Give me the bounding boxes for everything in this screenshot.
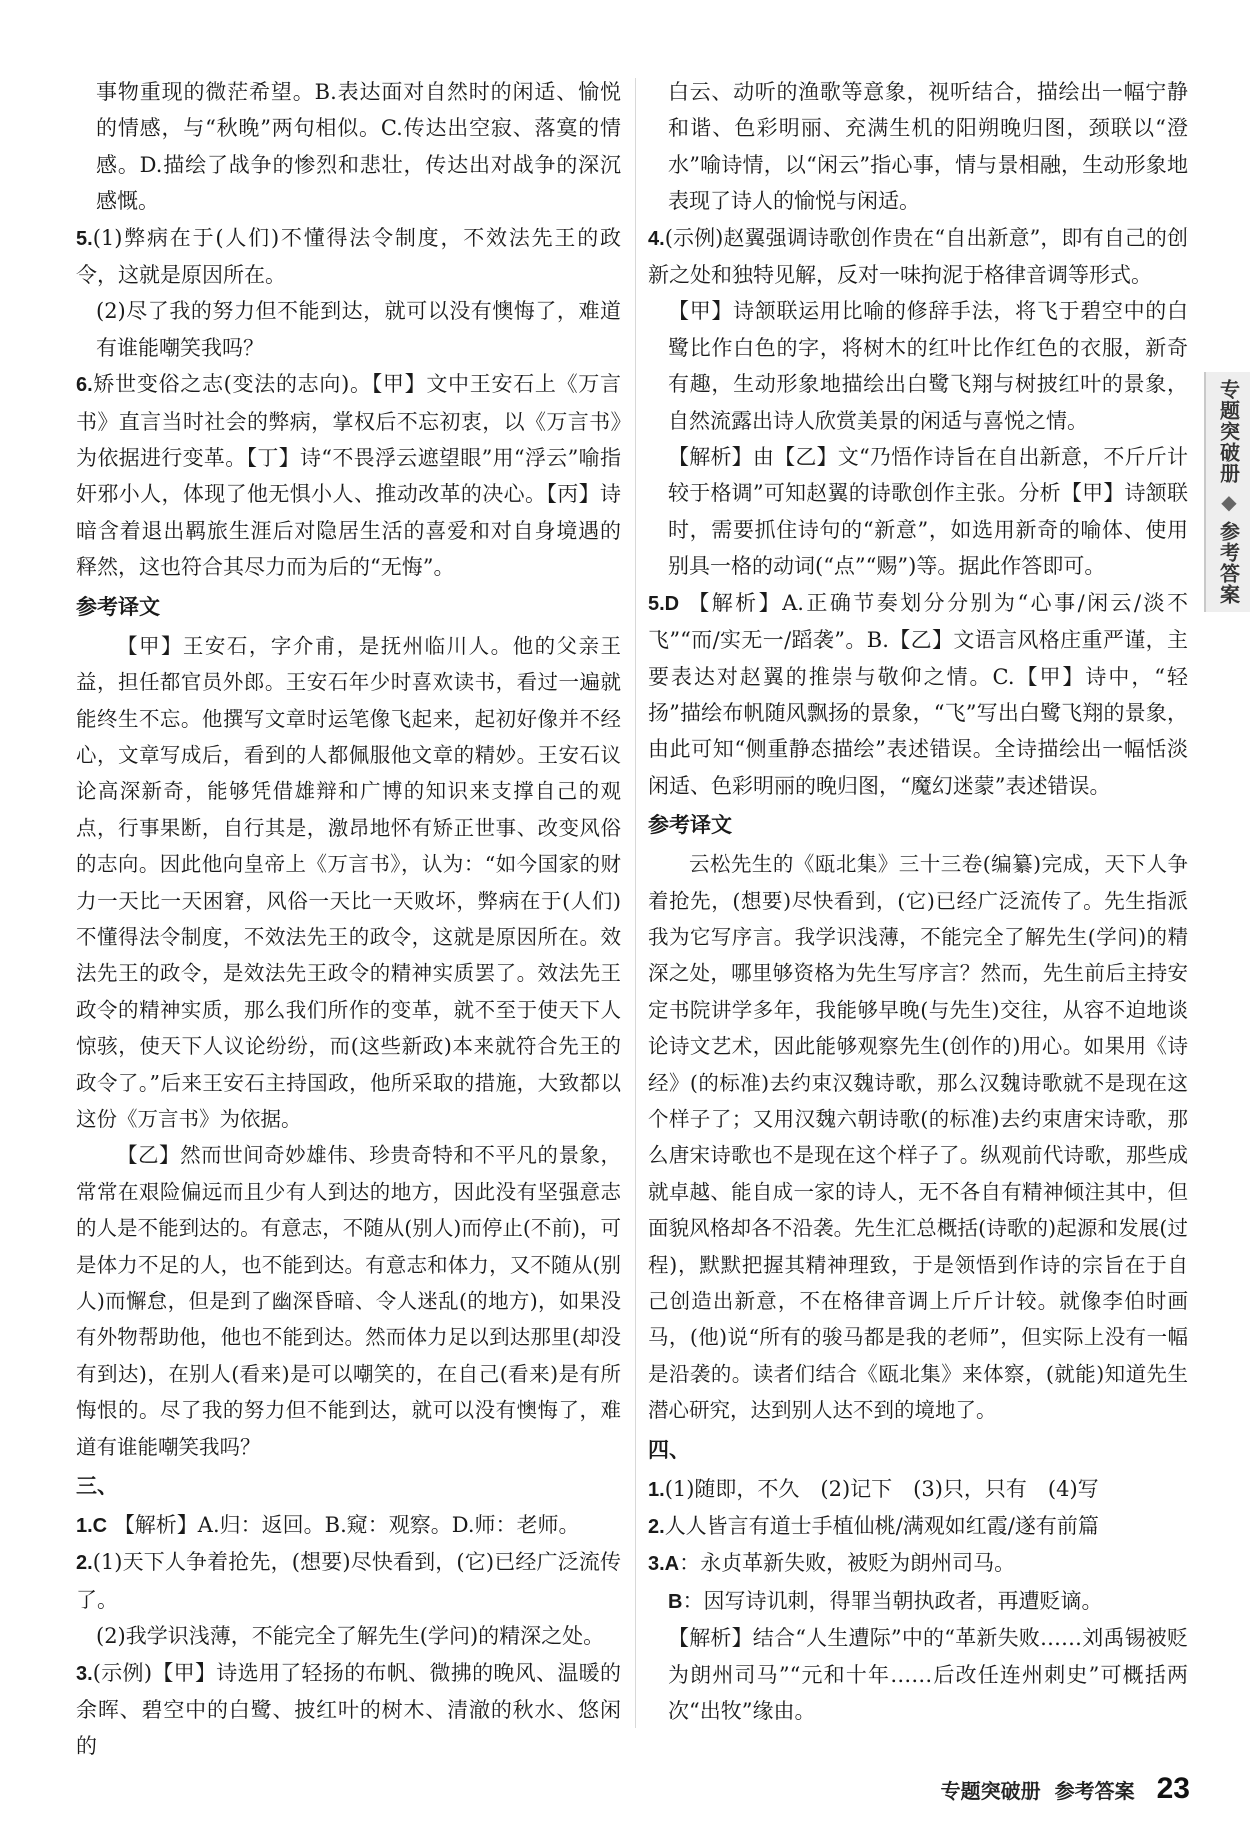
answer-6 bbox=[76, 366, 621, 585]
answer-text: (示例)【甲】诗选用了轻扬的布帆、微拂的晚风、温暖的余晖、碧空中的白鹭、披红叶的树木、清澈的秋水、悠闲的 bbox=[76, 1660, 621, 1759]
question-number: 3.A bbox=[648, 1553, 680, 1576]
answer-5-part1 bbox=[76, 220, 621, 294]
section3-answer-3 bbox=[76, 1655, 621, 1765]
section4-answer-1 bbox=[648, 1471, 1188, 1508]
section4-answer-2 bbox=[648, 1508, 1188, 1545]
column-divider bbox=[635, 78, 636, 1728]
answer-5-part2: (2)尽了我的努力但不能到达，就可以没有懊悔了，难道有谁能嘲笑我吗？ bbox=[96, 299, 621, 360]
answer-3-continued: 白云、动听的渔歌等意象，视听结合，描绘出一幅宁静和谐、色彩明丽、充满生机的阳朔晚归图，颈联以“澄水”喻诗情，以“闲云”指心事，情与景相融，生动形象地表现了诗人的愉悦与闲适。 bbox=[668, 80, 1188, 214]
right-column bbox=[648, 74, 1188, 1729]
answer-text: ：永贞革新失败，被贬为朗州司马。 bbox=[679, 1551, 1016, 1576]
footer-section-title: 参考答案 bbox=[1054, 1781, 1135, 1803]
left-column bbox=[76, 74, 621, 1765]
question-number: 2. bbox=[648, 1516, 665, 1539]
answer-text: 【解析】A.正确节奏划分分别为“心事/闲云/淡不飞”“而/实无一/蹈袭”。B.【乙】文语言风格庄重严谨，主要表达对赵翼的推崇与敬仰之情。C.【甲】诗中，“轻扬”描绘布帆随风飘扬的景象，“飞”写出白鹭飞翔的景象，由此可知“侧重静态描绘”表述错误。全诗描绘出一幅恬淡闲适、色彩明丽的晚归图，“魔幻迷蒙”表述错误。 bbox=[648, 590, 1188, 798]
question-number: 5.D bbox=[648, 592, 680, 615]
page-number: 23 bbox=[1156, 1772, 1190, 1805]
question-number: 3. bbox=[76, 1662, 93, 1685]
question-number: 1.C bbox=[76, 1515, 108, 1538]
side-tab bbox=[1204, 372, 1250, 612]
reference-translation-title: 参考译文 bbox=[648, 814, 732, 838]
side-tab-book: 专题突破册 bbox=[1216, 379, 1239, 484]
side-tab-section: 参考答案 bbox=[1216, 521, 1239, 605]
translation-yi: 【乙】然而世间奇妙雄伟、珍贵奇特和不平凡的景象，常常在艰险偏远而且少有人到达的地方，因此没有坚强意志的人是不能到达的。有意志，不随从(别人)而停止(不前)，可是体力不足的人，也不能到达。有意志和体力，又不随从(别人)而懈怠，但是到了幽深昏暗、令人迷乱(的地方)，如果没有外物帮助他，他也不能到达。然而体力足以到达那里(却没有到达)，在别人(看来)是可以嘲笑的，在自己(看来)是有所悔恨的。尽了我的努力但不能到达，就可以没有懊悔了，难道有谁能嘲笑我吗？ bbox=[76, 1143, 621, 1459]
page-footer bbox=[941, 1772, 1190, 1806]
answer-text: ：因写诗讥刺，得罪当朝执政者，再遭贬谪。 bbox=[682, 1588, 1103, 1613]
answer-text: 矫世变俗之志(变法的志向)。【甲】文中王安石上《万言书》直言当时社会的弊病，掌权后不忘初衷，以《万言书》为依据进行变革。【丁】诗“不畏浮云遮望眼”用“浮云”喻指奸邪小人，体现了他无惧小人、推动改革的决心。【丙】诗暗含着退出羁旅生涯后对隐居生活的喜爱和对自身境遇的释然，这也符合其尽力而为后的“无悔”。 bbox=[76, 372, 621, 580]
answer-4-part2: 【甲】诗颔联运用比喻的修辞手法，将飞于碧空中的白鹭比作白色的字，将树木的红叶比作红色的衣服，新奇有趣，生动形象地描绘出白鹭飞翔与树披红叶的景象，自然流露出诗人欣赏美景的闲适与喜悦之情。 bbox=[668, 299, 1188, 433]
question-number: 4. bbox=[648, 227, 665, 250]
answer-4-part1 bbox=[648, 220, 1188, 294]
question-number: 2. bbox=[76, 1552, 93, 1575]
section4-answer-3a bbox=[648, 1545, 1188, 1582]
answer-5 bbox=[648, 585, 1188, 804]
reference-translation-title: 参考译文 bbox=[76, 595, 160, 619]
answer-4-continued: 事物重现的微茫希望。B.表达面对自然时的闲适、愉悦的情感，与“秋晚”两句相似。C.传达出空寂、落寞的情感。D.描绘了战争的惨烈和悲壮，传达出对战争的深沉感慨。 bbox=[96, 80, 621, 214]
section4-answer-3b bbox=[648, 1583, 1188, 1620]
answer-text: (1)弊病在于(人们)不懂得法令制度，不效法先王的政令，这就是原因所在。 bbox=[76, 225, 621, 288]
section4-answer-3-analysis: 【解析】结合“人生遭际”中的“革新失败……刘禹锡被贬为朗州司马”“元和十年……后改任连州刺史”可概括两次“出牧”缘由。 bbox=[668, 1626, 1188, 1724]
option-label: B bbox=[668, 1590, 683, 1613]
answer-text: (1)天下人争着抢先，(想要)尽快看到，(它)已经广泛流传了。 bbox=[76, 1550, 621, 1612]
answer-text: 人人皆言有道士手植仙桃/满观如红霞/遂有前篇 bbox=[664, 1514, 1099, 1539]
answer-text: 【解析】A.归：返回。B.窥：观察。D.师：老师。 bbox=[113, 1513, 580, 1538]
answer-text: (示例)赵翼强调诗歌创作贵在“自出新意”，即有自己的创新之处和独特见解，反对一味拘泥于格律音调等形式。 bbox=[648, 225, 1188, 288]
answer-text: (1)随即，不久 (2)记下 (3)只，只有 (4)写 bbox=[664, 1476, 1099, 1501]
section3-answer-2-part1 bbox=[76, 1544, 621, 1618]
section-three-heading: 三、 bbox=[76, 1475, 118, 1499]
question-number: 5. bbox=[76, 227, 93, 250]
footer-book-title: 专题突破册 bbox=[940, 1781, 1041, 1803]
question-number: 6. bbox=[76, 374, 93, 397]
answer-4-analysis: 【解析】由【乙】文“乃悟作诗旨在自出新意，不斤斤计较于格调”可知赵翼的诗歌创作主张。分析【甲】诗颔联时，需要抓住诗句的“新意”，如选用新奇的喻体、使用别具一格的动词(“点”“赐”)等。据此作答即可。 bbox=[668, 445, 1188, 579]
section-four-heading: 四、 bbox=[648, 1438, 690, 1462]
question-number: 1. bbox=[648, 1478, 665, 1501]
section3-answer-2-part2: (2)我学识浅薄，不能完全了解先生(学问)的精深之处。 bbox=[96, 1624, 605, 1649]
diamond-icon: ◆ bbox=[1217, 490, 1239, 515]
translation-jia: 【甲】王安石，字介甫，是抚州临川人。他的父亲王益，担任都官员外郎。王安石年少时喜欢读书，看过一遍就能终生不忘。他撰写文章时运笔像飞起来，起初好像并不经心，文章写成后，看到的人都佩服他文章的精妙。王安石议论高深新奇，能够凭借雄辩和广博的知识来支撑自己的观点，行事果断，自行其是，激昂地怀有矫正世事、改变风俗的志向。因此他向皇帝上《万言书》，认为：“如今国家的财力一天比一天困窘，风俗一天比一天败坏，弊病在于(人们)不懂得法令制度，不效法先王的政令，这就是原因所在。效法先王的政令，是效法先王政令的精神实质罢了。效法先王政令的精神实质，那么我们所作的变革，就不至于使天下人惊骇，使天下人议论纷纷，而(这些新政)本来就符合先王的政令了。”后来王安石主持国政，他所采取的措施，大致都以这份《万言书》为依据。 bbox=[76, 633, 621, 1131]
translation-text: 云松先生的《瓯北集》三十三卷(编纂)完成，天下人争着抢先，(想要)尽快看到，(它)已经广泛流传了。先生指派我为它写序言。我学识浅薄，不能完全了解先生(学问)的精深之处，哪里够资格为先生写序言？然而，先生前后主持安定书院讲学多年，我能够早晚(与先生)交往，从容不迫地谈论诗文艺术，因此能够观察先生(创作的)用心。如果用《诗经》(的标准)去约束汉魏诗歌，那么汉魏诗歌就不是现在这个样子了；又用汉魏六朝诗歌(的标准)去约束唐宋诗歌，那么唐宋诗歌也不是现在这个样子了。纵观前代诗歌，那些成就卓越、能自成一家的诗人，无不各自有精神倾注其中，但面貌风格却各不沿袭。先生汇总概括(诗歌的)起源和发展(过程)，默默把握其精神理致，于是领悟到作诗的宗旨在于自己创造出新意，不在格律音调上斤斤计较。就像李伯时画马，(他)说“所有的骏马都是我的老师”，但实际上没有一幅是沿袭的。读者们结合《瓯北集》来体察，(就能)知道先生潜心研究，达到别人达不到的境地了。 bbox=[648, 852, 1188, 1423]
section3-answer-1 bbox=[76, 1507, 621, 1544]
